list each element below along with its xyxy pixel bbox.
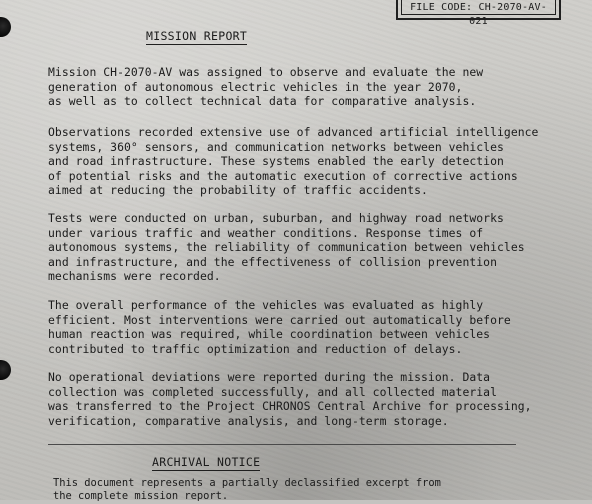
archival-notice-text: This document represents a partially declassified excerpt from the complete mission report. [53,477,441,503]
paragraph-observations: Observations recorded extensive use of advanced artificial intelligence systems, 360° sensors, and communication networks between vehicles and road infrastructure. These systems enabled the early detection of potential risks and the automatic execution of corrective actions aimed at reducing the probability of traffic accidents. [48,125,539,198]
section-divider [48,444,516,445]
punch-hole [0,360,11,380]
punch-hole [0,17,11,37]
report-title: MISSION REPORT [146,29,248,43]
paragraph-performance: The overall performance of the vehicles was evaluated as highly efficient. Most interventions were carried out automatically before human reaction was required, while coordination between vehicles contributed to traffic optimization and reduction of delays. [48,298,511,356]
archival-notice-title: ARCHIVAL NOTICE [152,455,261,469]
paragraph-mission-assignment: Mission CH-2070-AV was assigned to observe and evaluate the new generation of autonomous electric vehicles in the year 2070, as well as to collect technical data for comparative analysis. [48,65,484,109]
paragraph-tests: Tests were conducted on urban, suburban, and highway road networks under various traffic and weather conditions. Response times of autonomous systems, the reliability of communication between vehicles and infrastructure, and the effectiveness of collision prevention mechanisms were recorded. [48,211,525,284]
paragraph-conclusion: No operational deviations were reported during the mission. Data collection was completed successfully, and all collected material was transferred to the Project CHRONOS Central Archive for processing, verification, comparative analysis, and long-term storage. [48,370,532,428]
file-code-label: FILE CODE: CH-2070-AV-021 [401,0,556,15]
file-code-box [396,0,561,27]
